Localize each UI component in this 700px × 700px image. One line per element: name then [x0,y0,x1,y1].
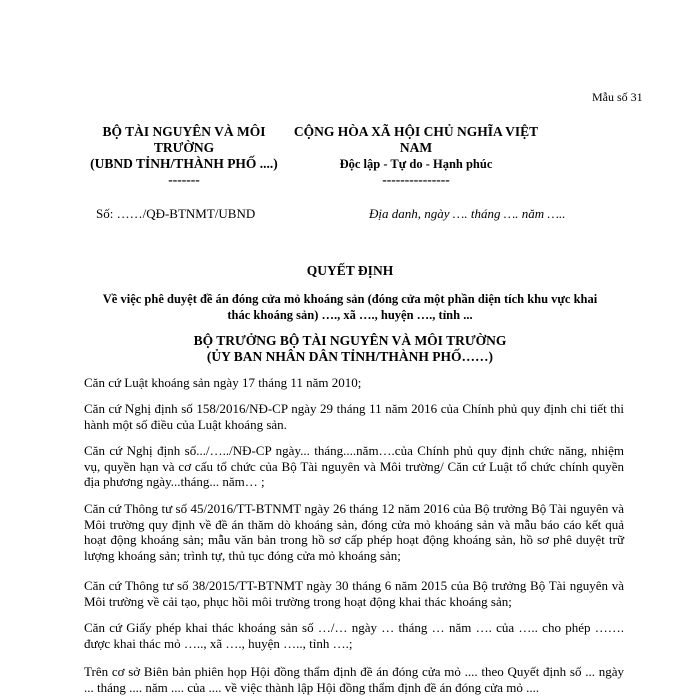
issuing-agency-header [78,124,290,188]
authority-line2: (ỦY BAN NHÂN DÂN TỈNH/THÀNH PHỐ……) [206,349,494,364]
legal-basis-paragraph: Trên cơ sở Biên bản phiên họp Hội đồng thẩm định đề án đóng cửa mỏ .... theo Quyết định số ... ngày ... tháng .... năm .... của .... về việc thành lập Hội đồng thẩm định đề án đóng cửa mỏ .... [84,664,624,695]
document-number: Số: ……/QĐ-BTNMT/UBND [96,206,256,221]
legal-basis-paragraph: Căn cứ Nghị định số 158/2016/NĐ-CP ngày 29 tháng 11 năm 2016 của Chính phủ quy định chi tiết thi hành một số điều của Luật khoáng sản. [84,401,624,432]
national-motto: Độc lập - Tự do - Hạnh phúc [339,157,493,171]
agency-divider: ------- [168,172,200,187]
legal-basis-paragraph: Căn cứ Thông tư số 45/2016/TT-BTNMT ngày 26 tháng 12 năm 2016 của Bộ trưởng Bộ Tài nguyên và Môi trường quy định về đề án thăm dò khoáng sản, đóng cửa mỏ khoáng sản và mẫu báo cáo kết quả hoạt động khoáng sản; mẫu văn bản trong hồ sơ cấp phép hoạt động khoáng sản, hồ sơ phê duyệt trữ lượng khoáng sản; trình tự, thủ tục đóng cửa mỏ khoáng sản; [84,501,624,563]
agency-name-line3: (UBND TỈNH/THÀNH PHỐ ....) [90,156,278,171]
national-motto-header [286,124,546,188]
document-title: QUYẾT ĐỊNH [306,263,394,278]
legal-basis-paragraph: Căn cứ Nghị định số.../…../NĐ-CP ngày... tháng....năm….của Chính phủ quy định chức năng, nhiệm vụ, quyền hạn và cơ cấu tổ chức của Bộ Tài nguyên và Môi trường/ Căn cứ Luật tổ chức chính quyền địa phương ngày...tháng... năm… ; [84,443,624,489]
authority-line1: BỘ TRƯỞNG BỘ TÀI NGUYÊN VÀ MÔI TRƯỜNG [193,333,507,348]
form-number: Mẫu số 31 [592,90,643,104]
agency-name-line1: BỘ TÀI NGUYÊN VÀ MÔI [102,124,266,139]
legal-basis-paragraph: Căn cứ Thông tư số 38/2015/TT-BTNMT ngày 30 tháng 6 năm 2015 của Bộ trưởng Bộ Tài nguyên và Môi trường về cải tạo, phục hồi môi trường trong hoạt động khai thác khoáng sản; [84,578,624,609]
document-subject: Về việc phê duyệt đề án đóng cửa mỏ khoáng sản (đóng cửa một phần diện tích khu vực khai thác khoáng sản) …., xã …., huyện …., tỉnh ... [102,292,598,322]
legal-basis-paragraph: Căn cứ Luật khoáng sản ngày 17 tháng 11 năm 2010; [84,375,362,390]
motto-divider: --------------- [382,172,450,187]
issuing-authority [0,333,700,365]
agency-name-line2: TRƯỜNG [153,140,215,155]
place-and-date: Địa danh, ngày …. tháng …. năm ….. [369,206,566,221]
country-name: CỘNG HÒA XÃ HỘI CHỦ NGHĨA VIỆT NAM [293,124,539,155]
legal-basis-paragraph: Căn cứ Giấy phép khai thác khoáng sản số …/… ngày … tháng … năm …. của ….. cho phép ……. được khai thác mỏ ….., xã …., huyện ….., tỉnh ….; [84,620,624,651]
